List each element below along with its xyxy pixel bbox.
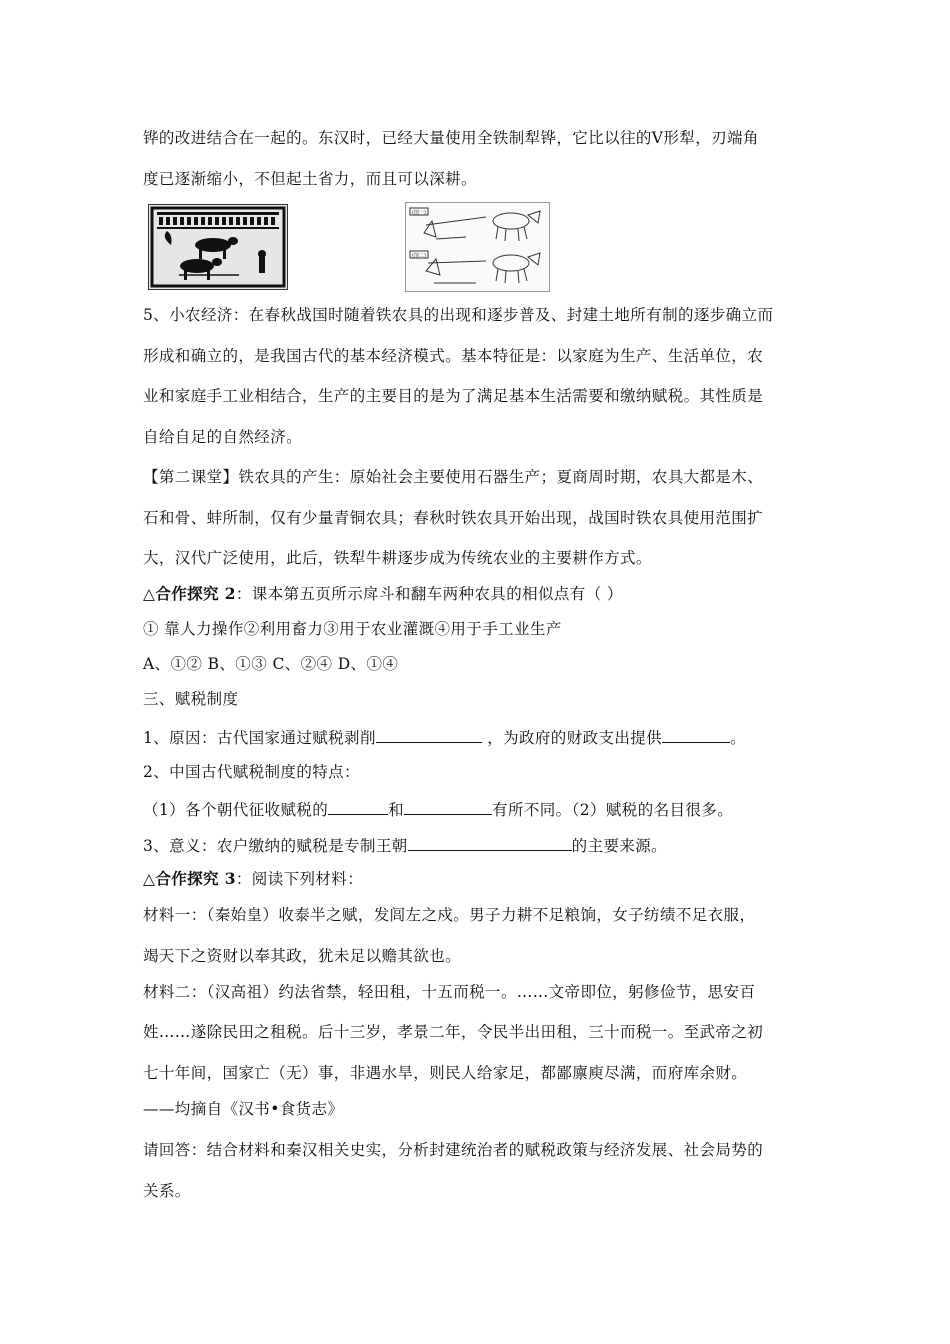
paragraph-line: 请回答：结合材料和秦汉相关史实，分析封建统治者的赋税政策与经济发展、社会局势的 xyxy=(143,1141,764,1159)
paragraph-line: 形成和确立的，是我国古代的基本经济模式。基本特征是：以家庭为生产、生活单位，农 xyxy=(143,347,764,365)
fill-in-line xyxy=(143,834,667,856)
paragraph-line: 5、小农经济：在春秋战国时随着铁农具的出现和逐步普及、封建土地所有制的逐步确立而 xyxy=(143,306,774,324)
fill-text: 有所不同。（2）赋税的名目很多。 xyxy=(492,801,734,819)
paragraph-line: 大，汉代广泛使用，此后，铁犁牛耕逐步成为传统农业的主要耕作方式。 xyxy=(143,549,652,567)
fill-in-line xyxy=(143,726,746,748)
paragraph-line: 石和骨、蚌所制，仅有少量青铜农具；春秋时铁农具开始出现，战国时铁农具使用范围扩 xyxy=(143,509,764,527)
paragraph-line: 业和家庭手工业相结合，生产的主要目的是为了满足基本生活需要和缴纳赋税。其性质是 xyxy=(143,387,764,405)
paragraph-line: 关系。 xyxy=(143,1182,191,1200)
blank-field[interactable] xyxy=(376,726,482,743)
citation-line: ——均摘自《汉书•食货志》 xyxy=(143,1100,344,1118)
section-heading: △合作探究 2 xyxy=(143,584,236,603)
question-line xyxy=(143,869,363,889)
fill-text: 和 xyxy=(388,801,405,819)
svg-text:(图二): (图二) xyxy=(412,253,426,259)
blank-field[interactable] xyxy=(328,798,388,815)
fill-text: 的主要来源。 xyxy=(571,837,668,855)
paragraph-line: 度已逐渐缩小，不但起土省力，而且可以深耕。 xyxy=(143,170,477,188)
question-text: ：课本第五页所示戽斗和翻车两种农具的相似点有（ ） xyxy=(235,585,623,603)
fill-text: ，为政府的财政支出提供 xyxy=(481,729,663,747)
blank-field[interactable] xyxy=(408,834,572,851)
paragraph-line: 材料一：（秦始皇）收泰半之赋，发闾左之戍。男子力耕不足粮饷，女子纺绩不足衣服， xyxy=(143,906,756,924)
question-line xyxy=(143,584,623,604)
answer-choices: A、①② B、①③ C、②④ D、①④ xyxy=(143,655,399,673)
section-title: 三、赋税制度 xyxy=(143,690,239,708)
ox-plow-diagram-image xyxy=(405,202,550,292)
options-line: ① 靠人力操作②利用畜力③用于农业灌溉④用于手工业生产 xyxy=(143,620,562,638)
han-relief-ox-plowing-image xyxy=(148,204,288,290)
paragraph-line: 2、中国古代赋税制度的特点： xyxy=(143,763,360,781)
blank-field[interactable] xyxy=(404,798,492,815)
fill-text: （1）各个朝代征收赋税的 xyxy=(143,801,329,819)
section-heading: △合作探究 3 xyxy=(143,869,236,888)
fill-text: 。 xyxy=(730,729,747,747)
paragraph-line: 姓……遂除民田之租税。后十三岁，孝景二年，令民半出田租，三十而税一。至武帝之初 xyxy=(143,1023,764,1041)
question-text: ：阅读下列材料： xyxy=(235,870,364,888)
svg-text:(图一): (图一) xyxy=(412,210,426,216)
fill-text: 1、原因：古代国家通过赋税剥削 xyxy=(143,729,376,747)
paragraph-line: 【第二课堂】铁农具的产生：原始社会主要使用石器生产；夏商周时期，农具大都是木、 xyxy=(143,468,764,486)
paragraph-line: 竭天下之资财以奉其政，犹未足以赡其欲也。 xyxy=(143,947,462,965)
paragraph-line: 材料二：（汉高祖）约法省禁，轻田租，十五而税一。……文帝即位，躬修俭节，思安百 xyxy=(143,983,756,1001)
blank-field[interactable] xyxy=(662,726,730,743)
fill-text: 3、意义：农户缴纳的赋税是专制王朝 xyxy=(143,837,408,855)
paragraph-line: 铧的改进结合在一起的。东汉时，已经大量使用全铁制犁铧，它比以往的V形犁，刃端角 xyxy=(143,129,759,147)
paragraph-line: 七十年间，国家亡（无）事，非遇水旱，则民人给家足，都鄙廪庾尽满，而府库余财。 xyxy=(143,1064,748,1082)
paragraph-line: 自给自足的自然经济。 xyxy=(143,428,303,446)
fill-in-line xyxy=(143,798,733,820)
